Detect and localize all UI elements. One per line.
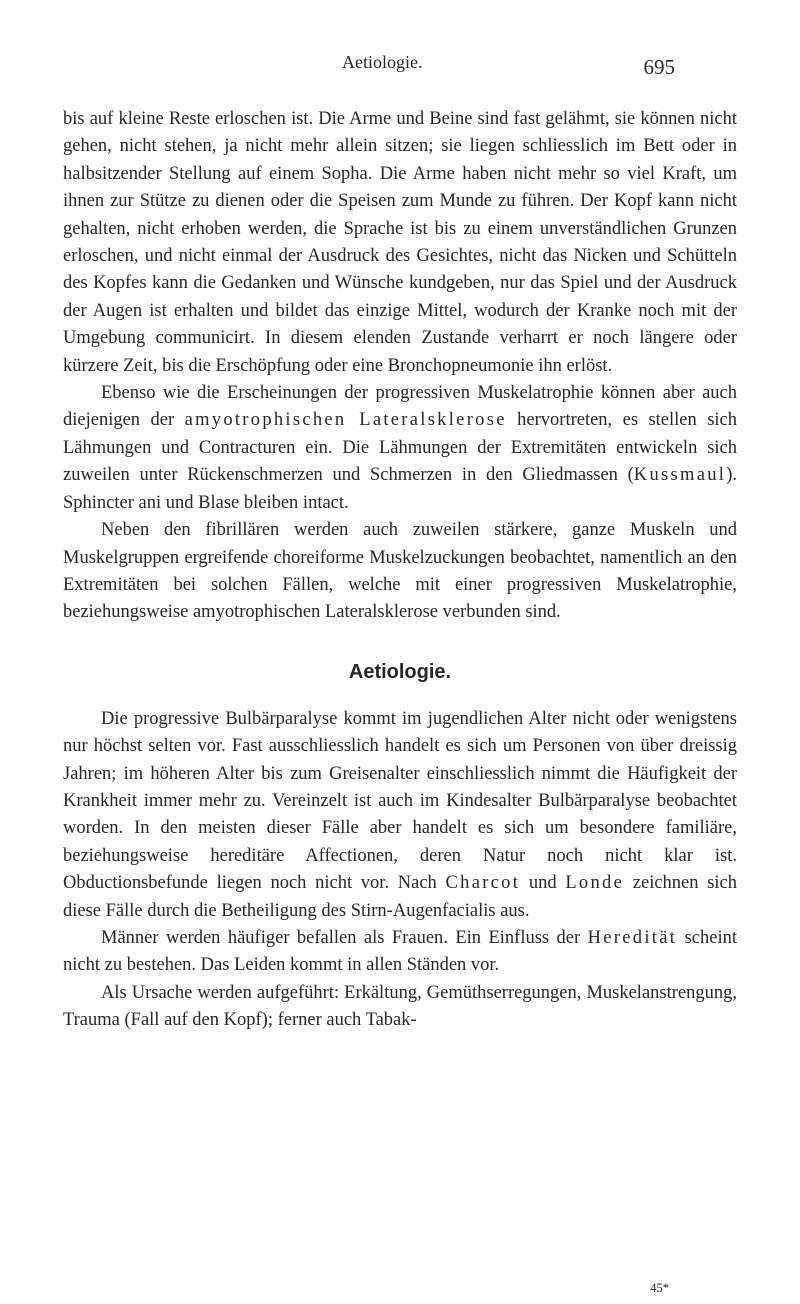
body-text [63,106,737,1035]
spaced-term: amyotrophischen Lateralsklerose [184,410,507,431]
running-title: Aetiologie. [342,52,423,72]
paragraphs-before-heading [63,106,737,627]
paragraph [63,925,737,980]
text-run: scheint nicht zu bestehen. Das Leiden kommt in allen Ständen vor. [63,927,737,976]
paragraph [63,106,737,380]
text-run: ). Sphincter ani und Blase bleiben intact. [63,465,737,513]
paragraph [63,380,737,517]
text-run: Männer werden häufiger befallen als Frauen. Ein Einfluss der [101,927,588,948]
text-run: Als Ursache werden aufgeführt: Erkältung, Gemüthserregungen, Muskelanstrengung, Trauma (Fall auf den Kopf); ferner auch Tabak- [63,982,737,1031]
paragraph [63,706,737,925]
paragraphs-after-heading [63,706,737,1035]
running-head [0,52,800,80]
author-name: Charcot [445,873,521,894]
paragraph [63,517,737,627]
signature-mark: 45* [650,1281,669,1295]
spaced-term: Heredität [587,927,678,948]
page-number: 695 [643,55,675,79]
text-run: Die progressive Bulbärparalyse kommt im jugendlichen Alter nicht oder wenigstens nur höchst selten vor. Fast ausschliesslich handelt es sich um Personen von über dreissig Jahren; im höheren Alter bis zum Greisenalter einschliesslich nimmt die Häufigkeit der Krankheit immer mehr zu. Vereinzelt ist auch im Kindesalter Bulbärparalyse beobachtet worden. In den meisten dieser Fälle aber handelt es sich um besondere familiäre, beziehungsweise hereditäre Affectionen, deren Natur noch nicht klar ist. Obductionsbefunde liegen noch nicht vor. Nach [63,708,737,894]
text-run: bis auf kleine Reste erloschen ist. Die Arme und Beine sind fast gelähmt, sie können nicht gehen, nicht stehen, ja nicht mehr allein sitzen; sie liegen schliesslich im Bett oder in halbsitzender Stellung auf einem Sopha. Die Arme haben nicht mehr so viel Kraft, um ihnen zur Stütze zu dienen oder die Speisen zum Munde zu führen. Der Kopf kann nicht gehalten, nicht erhoben werden, die Sprache ist bis zu einem unverständlichen Grunzen erloschen, und nicht einmal der Ausdruck des Gesichtes, nicht das Nicken und Schütteln des Kopfes kann die Gedanken und Wünsche kundgeben, nur das Spiel und der Ausdruck der Augen ist erhalten und bildet das einzige Mittel, wodurch der Kranke noch mit der Umgebung communicirt. In diesem elenden Zustande verharrt er noch längere oder kürzere Zeit, bis die Erschöpfung oder eine Bronchopneumonie ihn erlöst. [63,109,737,376]
author-name: Londe [565,873,625,894]
text-run: Neben den fibrillären werden auch zuweilen stärkere, ganze Muskeln und Muskelgruppen ergreifende choreiforme Muskelzuckungen beobachtet, namentlich an den Extremitäten bei solchen Fällen, welche mit einer progressiven Muskelatrophie, beziehungsweise amyotrophischen Lateralsklerose verbunden sind. [63,520,737,623]
text-run: zeichnen sich diese Fälle durch die Betheiligung des Stirn-Augenfacialis aus. [63,873,737,921]
author-name: Kussmaul [633,465,727,486]
section-heading: Aetiologie. [348,660,452,683]
text-run: Ebenso wie die Erscheinungen der progressiven Muskelatrophie können aber auch diejenigen der [63,383,737,431]
text-run: hervortreten, es stellen sich Lähmungen und Contracturen ein. Die Lähmungen der Extremitäten entwickeln sich zuweilen unter Rückenschmerzen und Schmerzen in den Gliedmassen ( [63,410,737,486]
paragraph [63,980,737,1035]
text-run: und [520,873,566,894]
